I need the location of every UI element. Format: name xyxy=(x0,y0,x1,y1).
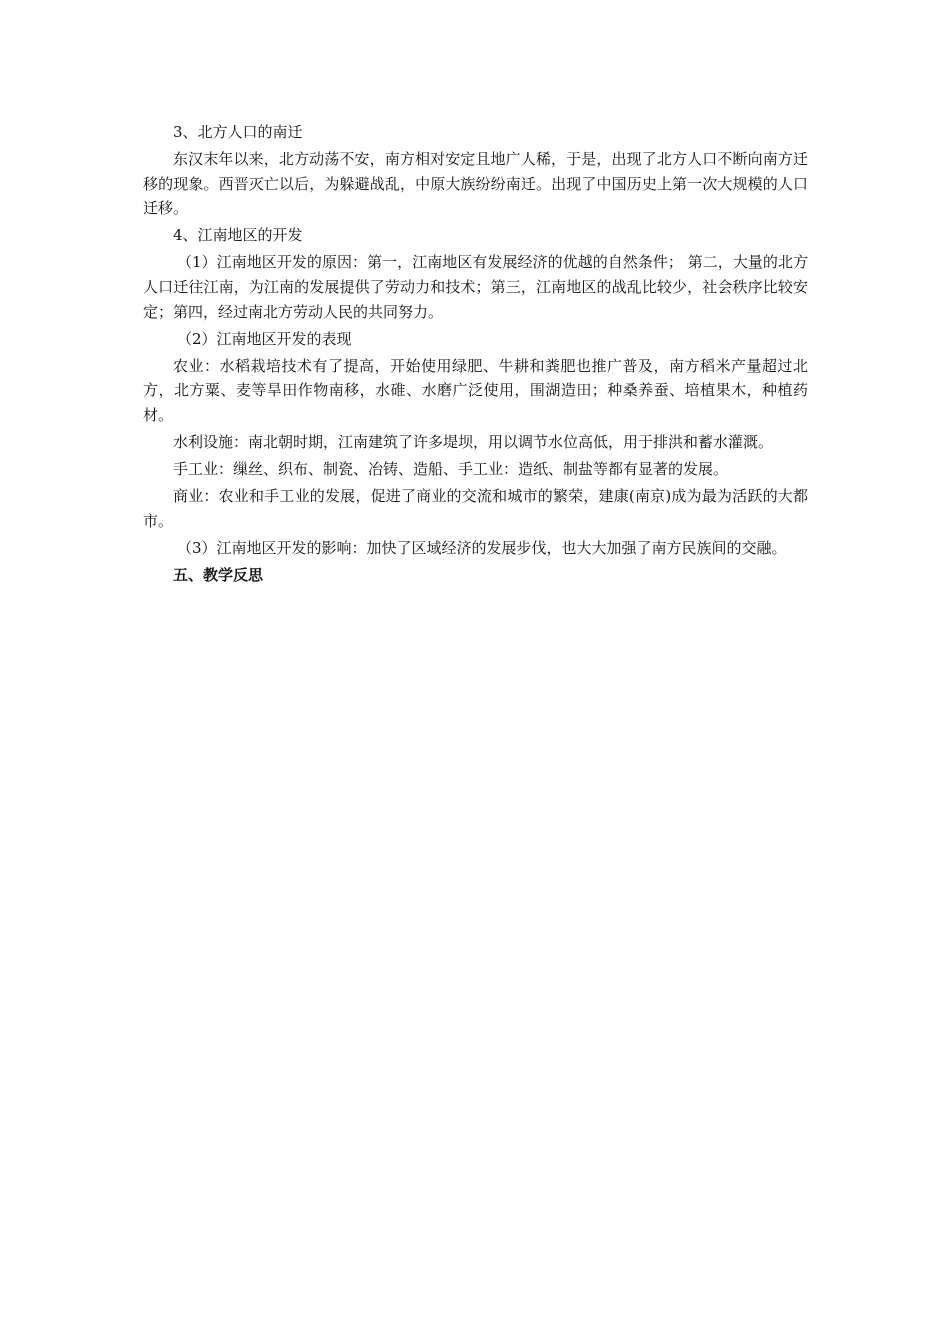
paragraph-agriculture: 农业：水稻栽培技术有了提高，开始使用绿肥、牛耕和粪肥也推广普及，南方稻米产量超过北方，北方粟、麦等旱田作物南移，水碓、水磨广泛使用，围湖造田；种桑养蚕、培植果木，种植药材。 xyxy=(143,356,808,425)
section-heading-teaching-reflection: 五、教学反思 xyxy=(173,566,264,585)
paragraph-migration-description: 东汉末年以来，北方动荡不安，南方相对安定且地广人稀，于是，出现了北方人口不断向南方迁移的现象。西晋灭亡以后，为躲避战乱，中原大族纷纷南迁。出现了中国历史上第一次大规模的人口迁移。 xyxy=(143,150,808,218)
paragraph-handicraft: 手工业：缫丝、织布、制瓷、冶铸、造船、手工业：造纸、制盐等都有显著的发展。 xyxy=(173,460,729,479)
paragraph-development-causes: （1）江南地区开发的原因：第一，江南地区有发展经济的优越的自然条件； 第二，大量的北方人口迁往江南，为江南的发展提供了劳动力和技术；第三，江南地区的战乱比较少，社会秩序比较安定；第四，经过南北方劳动人民的共同努力。 xyxy=(143,253,808,321)
subheading-jiangnan-development: 4、江南地区的开发 xyxy=(173,226,303,245)
paragraph-development-impact: （3）江南地区开发的影响：加快了区域经济的发展步伐，也大大加强了南方民族间的交融。 xyxy=(177,539,787,557)
paragraph-commerce: 商业：农业和手工业的发展，促进了商业的交流和城市的繁荣，建康(南京)成为最为活跃的大都市。 xyxy=(143,487,808,530)
subheading-population-migration: 3、北方人口的南迁 xyxy=(173,123,303,141)
paragraph-water-conservancy: 水利设施：南北朝时期，江南建筑了许多堤坝，用以调节水位高低，用于排洪和蓄水灌溉。 xyxy=(173,433,774,452)
paragraph-development-manifestations-title: （2）江南地区开发的表现 xyxy=(177,329,352,348)
document-body xyxy=(143,120,808,590)
